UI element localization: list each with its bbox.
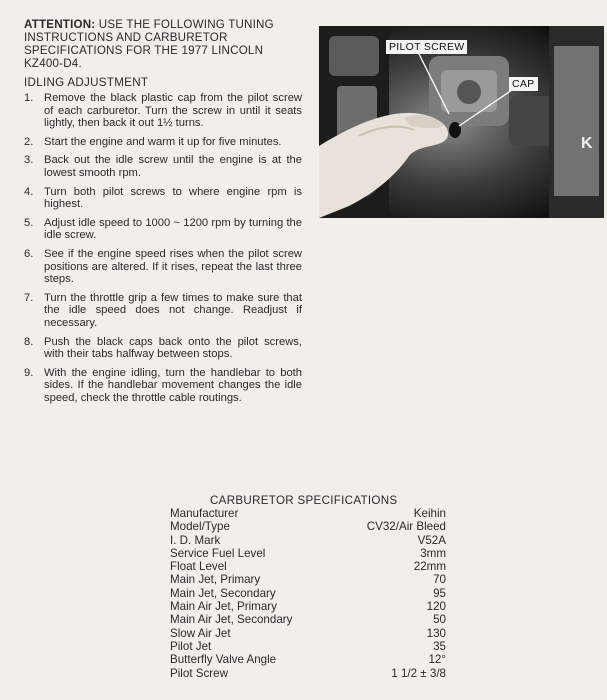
table-row [170, 627, 446, 640]
spec-value: CV32/Air Bleed [366, 520, 446, 534]
step-text: Adjust idle speed to 1000 ~ 1200 rpm by turning the idle screw. [44, 216, 302, 242]
table-row [170, 520, 446, 533]
spec-name: Service Fuel Level [170, 546, 266, 560]
table-row [170, 667, 446, 680]
table-row [170, 600, 446, 613]
table-row [170, 534, 446, 547]
pilot-screw-label: PILOT SCREW [386, 40, 467, 54]
spec-value: 120 [426, 600, 446, 614]
table-row [170, 573, 446, 586]
spec-name: Slow Air Jet [170, 626, 231, 640]
step-number: 4. [24, 185, 34, 198]
spec-name: Main Air Jet, Primary [170, 600, 277, 614]
spec-value: 70 [433, 573, 446, 587]
spec-value: 35 [433, 639, 446, 653]
spec-value: 3mm [420, 546, 446, 560]
step-number: 7. [24, 291, 34, 304]
spec-name: Main Jet, Primary [170, 573, 261, 587]
photo-edge-letter: K [581, 135, 593, 152]
table-row [170, 547, 446, 560]
list-item [24, 248, 302, 286]
attention-notice [24, 18, 304, 70]
list-item [24, 292, 302, 330]
carburetor-photo [319, 26, 604, 218]
cap-label: CAP [509, 77, 538, 91]
idling-steps-list [24, 92, 302, 410]
list-item [24, 217, 302, 242]
spec-name: Butterfly Valve Angle [170, 653, 277, 667]
spec-value: 50 [433, 613, 446, 627]
table-row [170, 560, 446, 573]
list-item [24, 92, 302, 130]
spec-value: 95 [433, 586, 446, 600]
list-item [24, 367, 302, 405]
spec-value: 12° [428, 653, 446, 667]
table-row [170, 640, 446, 653]
carburetor-specifications-table [170, 507, 446, 680]
table-row [170, 653, 446, 666]
table-row [170, 613, 446, 626]
step-number: 8. [24, 335, 34, 348]
spec-name: I. D. Mark [170, 533, 221, 547]
list-item [24, 154, 302, 179]
spec-name: Pilot Jet [170, 639, 212, 653]
spec-name: Model/Type [170, 520, 230, 534]
step-number: 5. [24, 216, 34, 229]
step-text: See if the engine speed rises when the pilot screw positions are altered. If it rises, repeat the last three steps. [44, 247, 302, 286]
step-text: Turn both pilot screws to where engine rpm is highest. [44, 185, 302, 211]
step-number: 2. [24, 135, 34, 148]
spec-name: Float Level [170, 560, 227, 574]
spec-name: Pilot Screw [170, 666, 228, 680]
attention-text: USE THE FOLLOWING TUNING INSTRUCTIONS AND CARBURETOR SPECIFICATIONS FOR THE 1977 LINCOLN KZ400-D4. [24, 18, 274, 70]
spec-name: Main Jet, Secondary [170, 586, 276, 600]
step-text: With the engine idling, turn the handlebar to both sides. If the handlebar movement changes the idle speed, check the throttle cable routings. [44, 366, 302, 404]
table-row [170, 587, 446, 600]
step-number: 3. [24, 154, 34, 167]
step-text: Push the black caps back onto the pilot screws, with their tabs halfway between stops. [44, 335, 302, 361]
attention-label: ATTENTION: [24, 18, 96, 31]
spec-name: Main Air Jet, Secondary [170, 613, 293, 627]
idling-adjustment-heading: IDLING ADJUSTMENT [24, 76, 149, 89]
table-row [170, 507, 446, 520]
spec-value: 130 [426, 626, 446, 640]
step-number: 9. [24, 366, 34, 379]
carburetor-photo-illustration [319, 26, 604, 218]
spec-value: 1 1/2 ± 3/8 [391, 666, 446, 680]
list-item [24, 336, 302, 361]
carburetor-specifications-title: CARBURETOR SPECIFICATIONS [210, 494, 398, 507]
spec-name: Manufacturer [170, 507, 239, 520]
spec-value: V52A [417, 533, 446, 547]
list-item [24, 136, 302, 149]
step-number: 6. [24, 247, 34, 260]
step-text: Start the engine and warm it up for five minutes. [44, 135, 282, 148]
step-text: Turn the throttle grip a few times to make sure that the idle speed does not change. Readjust if necessary. [44, 291, 302, 329]
list-item [24, 186, 302, 211]
spec-value: 22mm [413, 560, 446, 574]
step-text: Remove the black plastic cap from the pilot screw of each carburetor. Turn the screw in until it seats lightly, then back it out 1½ turns. [44, 92, 302, 130]
step-text: Back out the idle screw until the engine is at the lowest smooth rpm. [44, 154, 302, 179]
step-number: 1. [24, 92, 34, 104]
spec-value: Keihin [413, 507, 446, 520]
